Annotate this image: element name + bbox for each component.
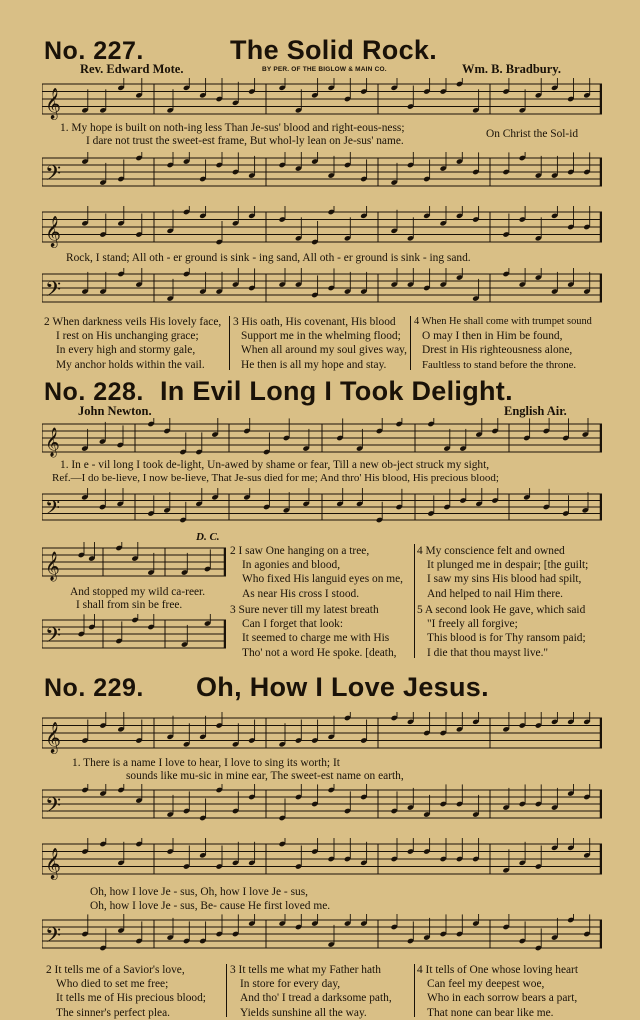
verse-line: 4 My conscience felt and owned — [417, 545, 565, 557]
hymn-229-lyric-line-2: sounds like mu-sic in mine ear, The sweet-est name on earth, — [126, 770, 404, 782]
verse-line: "I freely all forgive; — [427, 618, 518, 631]
hymn-229-lyric-line-4: Oh, how I love Je - sus, Be- cause He first loved me. — [90, 900, 331, 912]
svg-text:𝄞: 𝄞 — [45, 722, 61, 753]
svg-text:𝄢: 𝄢 — [45, 923, 62, 952]
verse-line: Who fixed His languid eyes on me, — [242, 573, 404, 586]
hymn-229-lyric-line-1: 1. There is a name I love to hear, I love to sing its worth; It — [72, 757, 340, 769]
verse-line: 4 When He shall come with trumpet sound — [414, 316, 592, 327]
verse-line: In every high and stormy gale, — [56, 344, 196, 357]
hymn-227-verse-3 — [233, 315, 407, 372]
verse-line: I die that thou mayst live." — [427, 646, 549, 659]
verse-line: My anchor holds within the vail. — [56, 358, 205, 371]
verse-line: Can I forget that look: — [242, 618, 344, 631]
verse-line: The sinner's perfect plea. — [56, 1006, 171, 1019]
verse-line: This blood is for Thy ransom paid; — [427, 632, 586, 645]
verse-line: Drest in His righteousness alone, — [422, 344, 573, 357]
verse-line: That none can bear like me. — [427, 1006, 554, 1019]
hymn-227-composer: Wm. B. Bradbury. — [462, 62, 561, 76]
verse-line: 3 Sure never till my latest breath — [230, 604, 379, 616]
hymn-228-composer: English Air. — [504, 404, 567, 418]
hymn-227-author: Rev. Edward Mote. — [80, 62, 184, 76]
hymn-229-lyric-line-3: Oh, how I love Je - sus, Oh, how I love Je - sus, — [90, 886, 308, 898]
hymn-227-number: No. 227. — [44, 37, 144, 65]
hymn-228-title: In Evil Long I Took Delight. — [160, 376, 513, 406]
svg-text:𝄢: 𝄢 — [45, 623, 62, 652]
verse-line: When all around my soul gives way, — [241, 344, 407, 357]
svg-text:𝄞: 𝄞 — [45, 427, 60, 456]
hymn-227-verse-4 — [414, 315, 592, 372]
verse-divider — [414, 544, 415, 658]
hymn-228-author: John Newton. — [78, 404, 152, 418]
verse-line: Can feel my deepest woe, — [427, 978, 545, 991]
hymn-228-verse-4 — [417, 544, 588, 601]
verse-line: 2 It tells me of a Savior's love, — [46, 964, 185, 976]
verse-line: Who died to set me free; — [56, 978, 169, 991]
svg-text:𝄢: 𝄢 — [45, 496, 61, 524]
verse-line: 2 I saw One hanging on a tree, — [230, 545, 370, 557]
verse-line: 3 His oath, His covenant, His blood — [233, 316, 396, 328]
verse-line: I rest on His unchanging grace; — [56, 330, 199, 343]
hymn-228-dc-marker: D. C. — [196, 531, 220, 543]
verse-line: He then is all my hope and stay. — [241, 358, 387, 371]
hymn-228-system-1-bass — [42, 488, 602, 526]
hymn-228-verse-2 — [230, 544, 403, 601]
hymn-227-chorus-lead: On Christ the Sol-id — [486, 128, 579, 140]
hymn-227-system-2-bass — [42, 268, 602, 308]
hymn-229-verse-4 — [417, 963, 578, 1020]
verse-line: Who in each sorrow bears a part, — [427, 992, 578, 1005]
verse-line: O may I then in Him be found, — [422, 330, 563, 343]
hymn-227-system-2-treble — [42, 206, 602, 248]
verse-line: It plunged me in despair; [the guilt; — [427, 559, 589, 572]
hymn-227-lyric-line-1: 1. My hope is built on noth-ing less Than Je-sus' blood and right-eous-ness; — [60, 122, 405, 134]
verse-line: It tells me of His precious blood; — [56, 992, 206, 1005]
hymn-229-verse-3 — [230, 963, 392, 1020]
hymn-227-system-1-treble — [42, 78, 602, 120]
hymn-228-number: No. 228. — [44, 378, 144, 406]
hymn-228-system-2-treble — [42, 542, 226, 582]
svg-text:𝄞: 𝄞 — [45, 551, 60, 580]
hymn-229-system-1-treble — [42, 712, 602, 754]
verse-divider — [414, 964, 415, 1017]
hymn-228-lyric-line-1: 1. In e - vil long I took de-light, Un-awed by shame or fear, Till a new ob-ject struck my sight, — [60, 459, 490, 471]
hymn-229-system-2-treble — [42, 838, 602, 880]
hymn-227-system-1-bass — [42, 152, 602, 192]
hymn-229-system-1-bass — [42, 784, 602, 824]
hymn-229-system-2-bass — [42, 914, 602, 954]
svg-text:𝄞: 𝄞 — [45, 216, 61, 247]
svg-text:𝄞: 𝄞 — [45, 88, 61, 119]
verse-line: And helped to nail Him there. — [427, 587, 564, 600]
verse-line: 5 A second look He gave, which said — [417, 604, 586, 616]
hymn-228-verse-3 — [230, 603, 397, 660]
hymn-228-lyric-line-4: I shall from sin be free. — [76, 599, 183, 611]
hymn-227-permission: BY PER. OF THE BIGLOW & MAIN CO. — [262, 66, 387, 73]
svg-text:𝄢: 𝄢 — [45, 793, 62, 822]
hymn-227-lyric-line-2: I dare not trust the sweet-est frame, But whol-ly lean on Je-sus' name. — [86, 135, 404, 147]
verse-divider — [229, 316, 230, 370]
verse-line: Yields sunshine all the way. — [240, 1006, 367, 1019]
verse-line: In agonies and blood, — [242, 559, 341, 572]
hymn-229-title: Oh, How I Love Jesus. — [196, 672, 489, 702]
svg-text:𝄞: 𝄞 — [45, 848, 61, 879]
verse-line: Support me in the whelming flood; — [241, 330, 401, 343]
svg-text:𝄢: 𝄢 — [45, 277, 62, 306]
verse-line: 2 When darkness veils His lovely face, — [44, 316, 222, 328]
verse-line: 4 It tells of One whose loving heart — [417, 964, 579, 976]
hymn-229-number: No. 229. — [44, 674, 144, 702]
hymn-227-title: The Solid Rock. — [230, 35, 438, 65]
svg-text:𝄢: 𝄢 — [45, 161, 62, 190]
hymn-228-verse-5 — [417, 603, 586, 660]
verse-line: As near His cross I stood. — [242, 587, 360, 600]
verse-line: I saw my sins His blood had spilt, — [427, 573, 582, 586]
verse-divider — [410, 316, 411, 370]
verse-line: In store for every day, — [240, 978, 341, 991]
verse-line: And tho' I tread a darksome path, — [240, 992, 392, 1005]
hymn-227-lyric-line-3: Rock, I stand; All oth - er ground is sink - ing sand, All oth - er ground is sink - ing sand. — [66, 252, 471, 264]
verse-line: It seemed to charge me with His — [242, 632, 390, 645]
verse-line: Tho' not a word He spoke. [death, — [242, 646, 397, 659]
verse-line: Faultless to stand before the throne. — [422, 358, 577, 371]
hymn-227-verse-2 — [44, 315, 221, 372]
hymn-228-system-2-bass — [42, 614, 226, 654]
verse-divider — [226, 964, 227, 1017]
hymn-228-system-1-treble — [42, 418, 602, 458]
hymn-229-verse-2 — [46, 963, 206, 1020]
hymn-228-lyric-line-2: Ref.—I do be-lieve, I now be-lieve, That Je-sus died for me; And thro' His blood, His precious blood; — [52, 472, 499, 484]
verse-line: 3 It tells me what my Father hath — [230, 964, 381, 976]
hymn-228-lyric-line-3: And stopped my wild ca-reer. — [70, 586, 206, 598]
